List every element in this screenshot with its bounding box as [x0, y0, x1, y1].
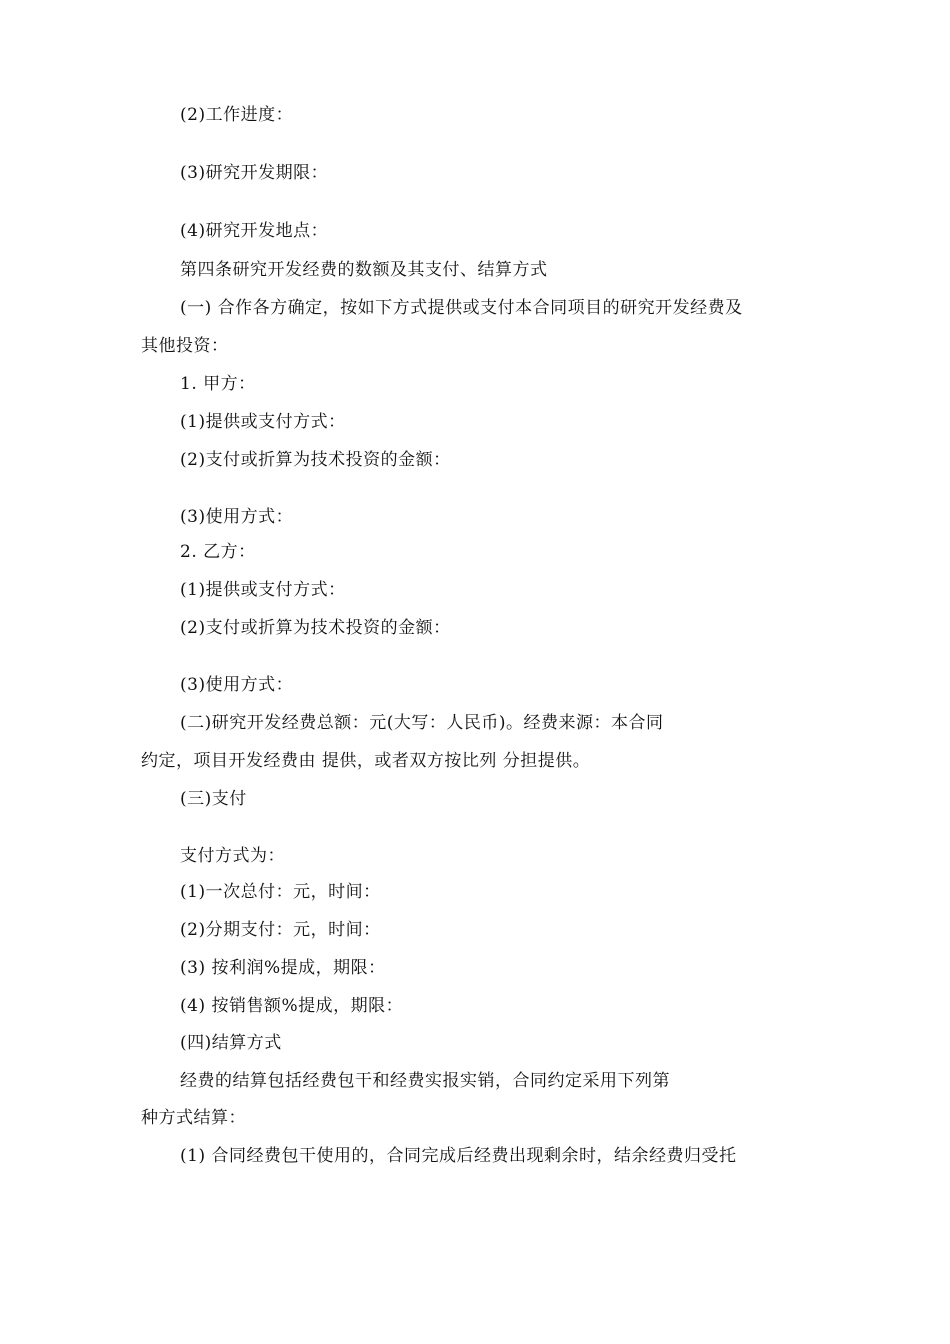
paragraph-one-line1: (一) 合作各方确定，按如下方式提供或支付本合同项目的研究开发经费及 — [180, 298, 743, 318]
party-b-item2: (2)支付或折算为技术投资的金额： — [180, 618, 451, 638]
article-four-heading: 第四条研究开发经费的数额及其支付、结算方式 — [180, 260, 548, 280]
party-a-item3: (3)使用方式： — [180, 507, 294, 527]
paragraph-four-heading: (四)结算方式 — [180, 1033, 282, 1053]
party-b-item1: (1)提供或支付方式： — [180, 580, 346, 600]
party-a-heading: 1. 甲方： — [180, 374, 256, 394]
payment-item2: (2)分期支付：元，时间： — [180, 920, 381, 940]
party-b-item3: (3)使用方式： — [180, 675, 294, 695]
party-a-item2: (2)支付或折算为技术投资的金额： — [180, 450, 451, 470]
payment-item1: (1)一次总付：元，时间： — [180, 882, 381, 902]
line-rd-period: (3)研究开发期限： — [180, 163, 329, 183]
settlement-item1: (1) 合同经费包干使用的，合同完成后经费出现剩余时，结余经费归受托 — [180, 1146, 737, 1166]
settlement-line2: 种方式结算： — [141, 1108, 246, 1128]
paragraph-three-heading: (三)支付 — [180, 789, 247, 809]
party-a-item1: (1)提供或支付方式： — [180, 412, 346, 432]
settlement-line1: 经费的结算包括经费包干和经费实报实销，合同约定采用下列第 — [180, 1071, 670, 1091]
payment-item3: (3) 按利润%提成，期限： — [180, 958, 386, 978]
party-b-heading: 2. 乙方： — [180, 542, 256, 562]
line-work-progress: (2)工作进度： — [180, 105, 294, 125]
line-rd-location: (4)研究开发地点： — [180, 221, 329, 241]
paragraph-two-line1: (二)研究开发经费总额：元(大写：人民币)。经费来源：本合同 — [180, 713, 664, 733]
payment-method-label: 支付方式为： — [180, 846, 285, 866]
paragraph-one-line2: 其他投资： — [141, 336, 229, 356]
paragraph-two-line2: 约定，项目开发经费由 提供，或者双方按比列 分担提供。 — [141, 751, 591, 771]
payment-item4: (4) 按销售额%提成，期限： — [180, 996, 404, 1016]
